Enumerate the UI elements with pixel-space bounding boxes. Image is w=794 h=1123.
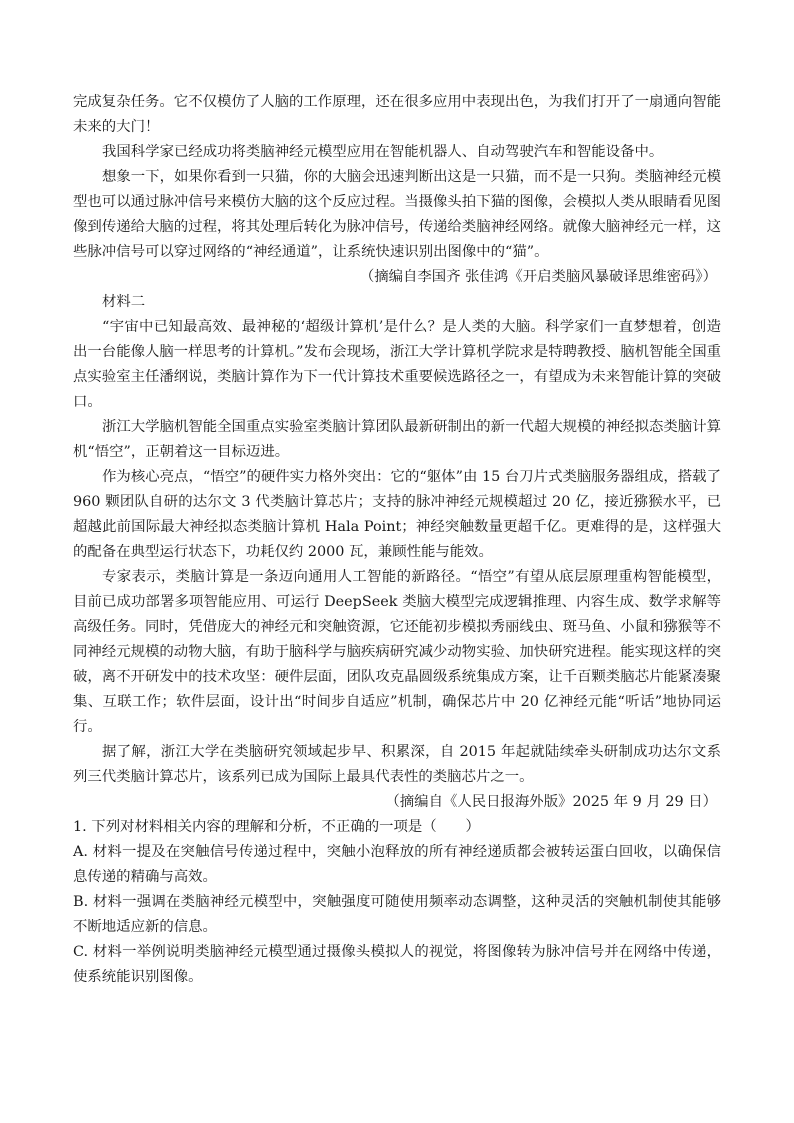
material1-paragraph-3: 想象一下，如果你看到一只猫，你的大脑会迅速判断出这是一只猫，而不是一只狗。类脑神经元模型也可以通过脉冲信号来模仿大脑的这个反应过程。当摄像头拍下猫的图像，会模拟人类从眼睛看见图像到传递给大脑的过程，将其处理后转化为脉冲信号，传递给类脑神经网络。就像大脑神经元一样，这些脉冲信号可以穿过网络的“神经通道”，让系统快速识别出图像中的“猫”。 — [73, 169, 721, 260]
material2-paragraph-5: 据了解，浙江大学在类脑研究领域起步早、积累深，自 2015 年起就陆续牵头研制成功达尔文系列三代类脑计算芯片，该系列已成为国际上最具代表性的类脑芯片之一。 — [73, 744, 721, 785]
material1-paragraph-2: 我国科学家已经成功将类脑神经元模型应用在智能机器人、自动驾驶汽车和智能设备中。 — [102, 144, 664, 160]
material2-paragraph-4: 专家表示，类脑计算是一条迈向通用人工智能的新路径。“悟空”有望从底层原理重构智能模型，目前已成功部署多项智能应用、可运行 DeepSeek 类脑大模型完成逻辑推理、内容生成、数学求解等高级任务。同时，凭借庞大的神经元和突触资源，它还能初步模拟秀丽线虫、斑马鱼、小鼠和猕猴等不同神经元规模的动物大脑，有助于脑科学与脑疾病研究减少动物实验、加快研究进程。能实现这样的突破，离不开研发中的技术攻坚：硬件层面，团队攻克晶圆级系统集成方案，让千百颗类脑芯片能紧凑聚集、互联工作；软件层面，设计出“时间步自适应”机制，确保芯片中 20 亿神经元能“听话”地协同运行。 — [73, 569, 721, 735]
question-1-stem: 1. 下列对材料相关内容的理解和分析，不正确的一项是（ ） — [73, 819, 480, 835]
question-1-option-a: A. 材料一提及在突触信号传递过程中，突触小泡释放的所有神经递质都会被转运蛋白回收，以确保信息传递的精确与高效。 — [73, 844, 721, 885]
material1-source: （摘编自李国齐 张佳鸿《开启类脑风暴破译思维密码》） — [359, 269, 717, 285]
material1-paragraph-1: 完成复杂任务。它不仅模仿了人脑的工作原理，还在很多应用中表现出色，为我们打开了一扇通向智能未来的大门！ — [73, 94, 721, 135]
document-page — [73, 90, 721, 990]
material2-heading: 材料二 — [102, 294, 146, 310]
material2-paragraph-2: 浙江大学脑机智能全国重点实验室类脑计算团队最新研制出的新一代超大规模的神经拟态类脑计算机“悟空”，正朝着这一目标迈进。 — [73, 419, 721, 460]
material2-source: （摘编自《人民日报海外版》2025 年 9 月 29 日） — [385, 794, 717, 810]
question-1-option-b: B. 材料一强调在类脑神经元模型中，突触强度可随使用频率动态调整，这种灵活的突触机制使其能够不断地适应新的信息。 — [73, 894, 721, 935]
material2-paragraph-3: 作为核心亮点，“悟空”的硬件实力格外突出：它的“躯体”由 15 台刀片式类脑服务器组成，搭载了 960 颗团队自研的达尔文 3 代类脑计算芯片；支持的脉冲神经元规模超过 20 亿，接近猕猴水平，已超越此前国际最大神经拟态类脑计算机 Hala Point；神经突触数量更超千亿。更难得的是，这样强大的配备在典型运行状态下，功耗仅约 2000 瓦，兼顾性能与能效。 — [73, 469, 721, 560]
material2-paragraph-1: “宇宙中已知最高效、最神秘的‘超级计算机’是什么？是人类的大脑。科学家们一直梦想着，创造出一台能像人脑一样思考的计算机。”发布会现场，浙江大学计算机学院求是特聘教授、脑机智能全国重点实验室主任潘纲说，类脑计算作为下一代计算技术重要候选路径之一，有望成为未来智能计算的突破口。 — [73, 319, 721, 410]
question-1-option-c: C. 材料一举例说明类脑神经元模型通过摄像头模拟人的视觉，将图像转为脉冲信号并在网络中传递，使系统能识别图像。 — [73, 944, 721, 985]
